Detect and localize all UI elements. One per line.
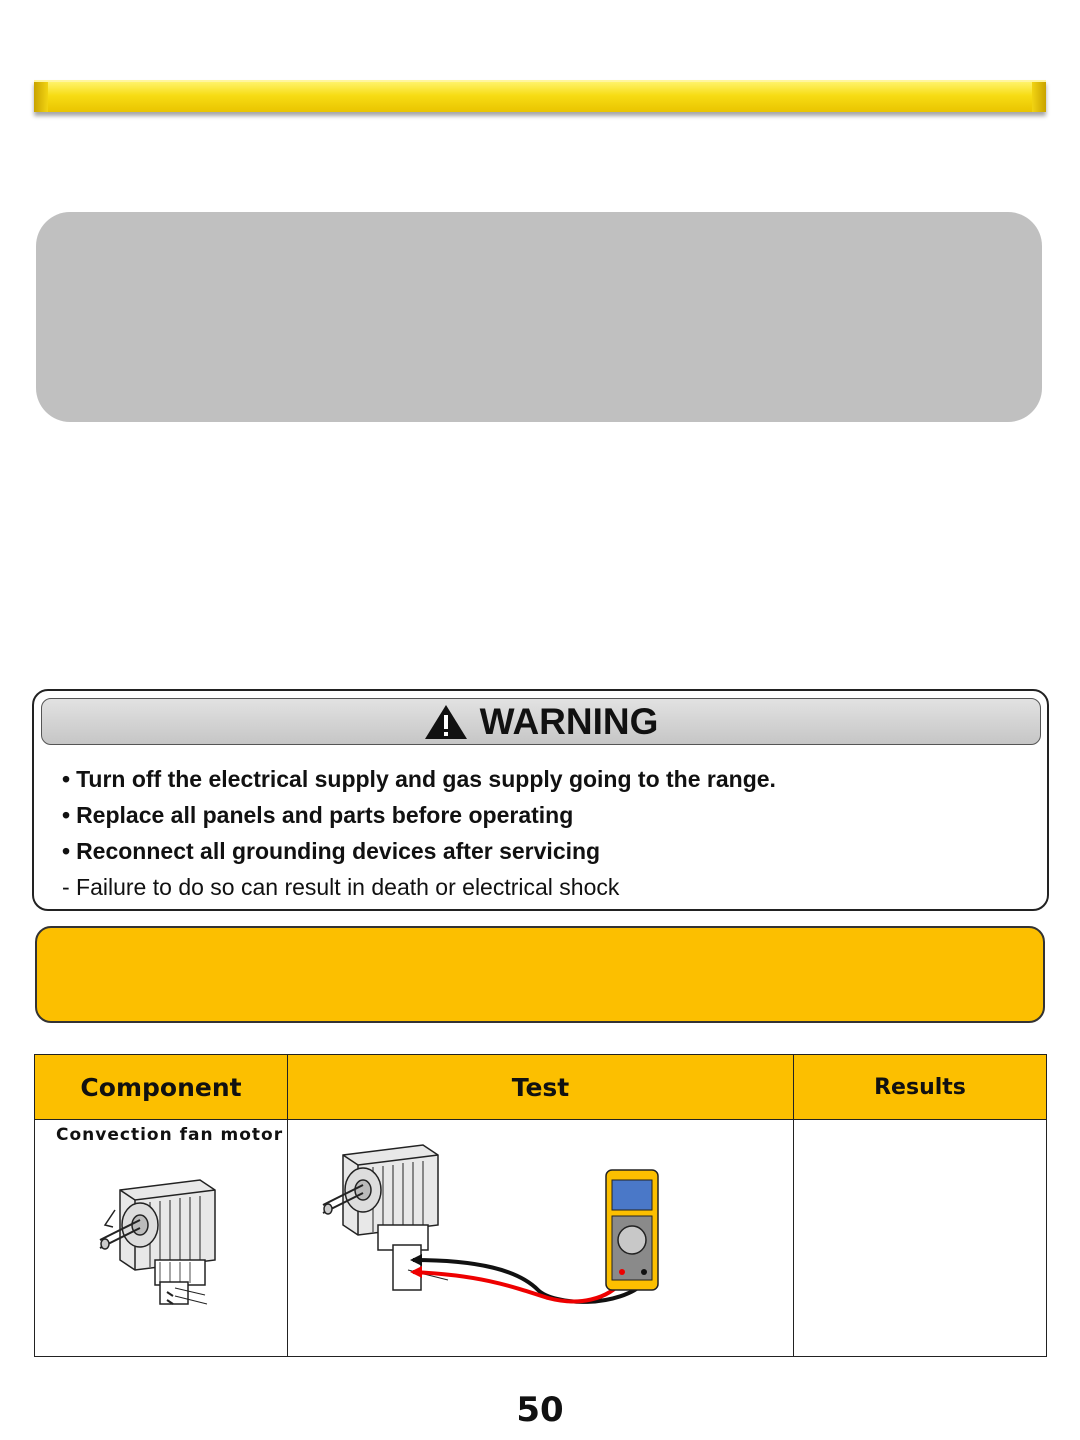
warning-item: • Turn off the electrical supply and gas supply going to the range.: [62, 766, 776, 792]
note-box: [35, 926, 1045, 1023]
component-name: Convection fan motor: [56, 1125, 284, 1145]
component-cell: [35, 1120, 288, 1357]
warning-header: [41, 698, 1041, 745]
table-header-row: [35, 1055, 1047, 1120]
multimeter-test-icon: [318, 1140, 678, 1310]
component-test-table: [34, 1054, 1047, 1357]
header-results: Results: [794, 1055, 1047, 1120]
header-test: Test: [288, 1055, 794, 1120]
fan-motor-icon: [95, 1170, 225, 1310]
section-title-bar: [34, 80, 1046, 112]
table-row: [35, 1120, 1047, 1357]
test-cell: [288, 1120, 794, 1357]
warning-note: - Failure to do so can result in death or electrical shock: [62, 874, 620, 900]
warning-item: • Replace all panels and parts before operating: [62, 802, 574, 828]
header-component: Component: [35, 1055, 288, 1120]
warning-list: [62, 761, 776, 905]
results-cell: [794, 1120, 1047, 1357]
warning-item: • Reconnect all grounding devices after servicing: [62, 838, 601, 864]
warning-title: WARNING: [479, 700, 659, 742]
info-panel: [36, 212, 1042, 422]
warning-box: [32, 689, 1049, 911]
page-number: 50: [516, 1390, 564, 1430]
warning-triangle-icon: [424, 704, 468, 740]
